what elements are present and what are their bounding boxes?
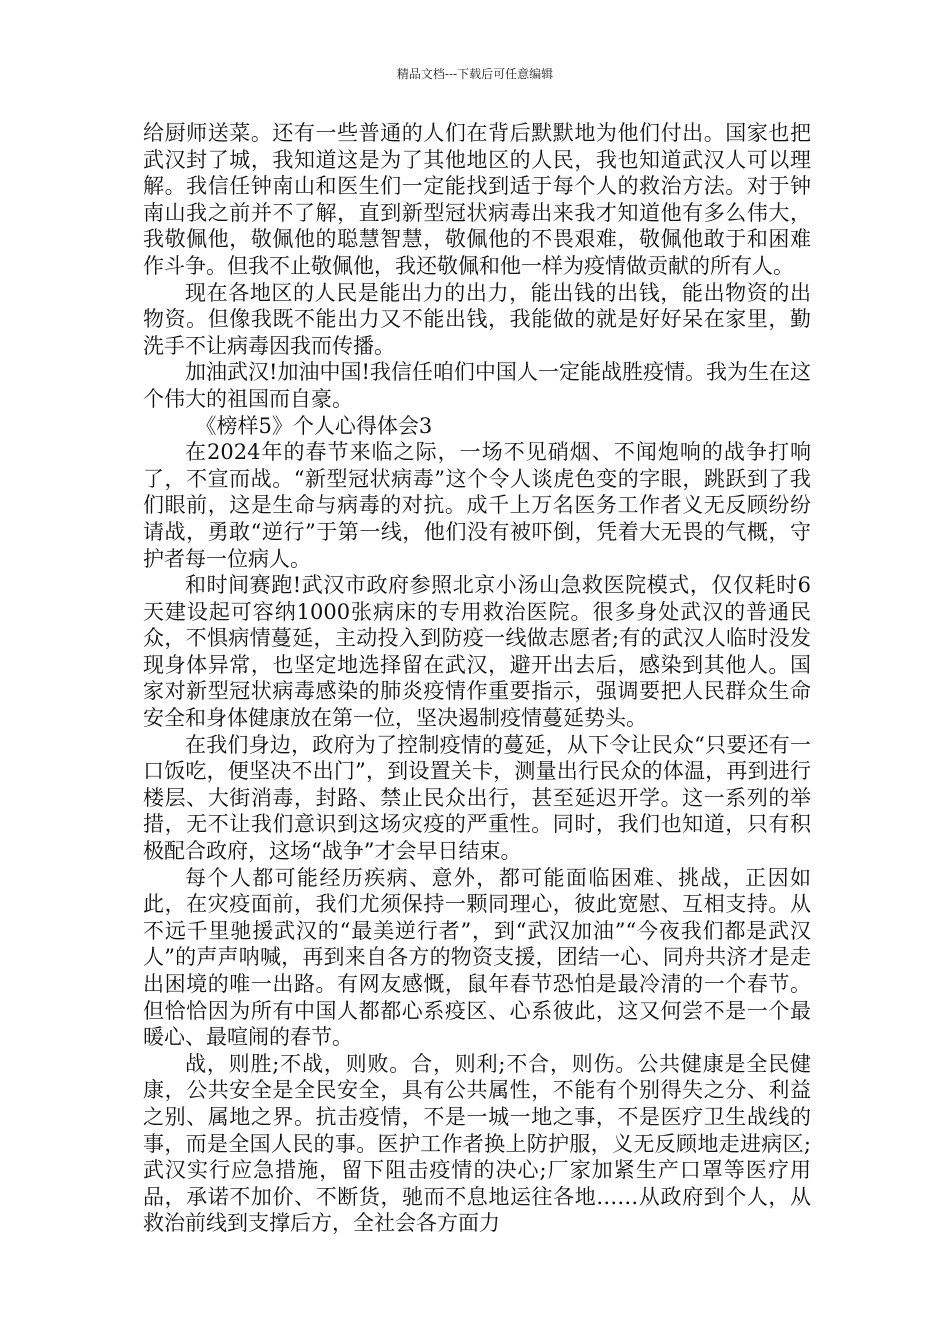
- paragraph-4: 在2024年的春节来临之际，一场不见硝烟、不闻炮响的战争打响了，不宣而战。“新型冠状病毒”这个令人谈虎色变的字眼，跳跃到了我们眼前，这是生命与病毒的对抗。成千上万名医务工作者义无反顾纷纷请战，勇敢“逆行”于第一线，他们没有被吓倒，凭着大无畏的气概，守护者每一位病人。: [143, 440, 811, 571]
- paragraph-6: 在我们身边，政府为了控制疫情的蔓延，从下令让民众“只要还有一口饭吃，便坚决不出门”，到设置关卡，测量出行民众的体温，再到进行楼层、大街消毒，封路、禁止民众出行，甚至延迟开学。这一系列的举措，无不让我们意识到这场灾疫的严重性。同时，我们也知道，只有积极配合政府，这场“战争”才会早日结束。: [143, 732, 811, 864]
- page-header: 精品文档---下载后可任意编辑: [396, 67, 554, 81]
- paragraph-3: 加油武汉!加油中国!我信任咱们中国人一定能战胜疫情。我为生在这个伟大的祖国而自豪。: [143, 360, 811, 411]
- document-body: [143, 120, 811, 1237]
- paragraph-1: 给厨师送菜。还有一些普通的人们在背后默默地为他们付出。国家也把武汉封了城，我知道这是为了其他地区的人民，我也知道武汉人可以理解。我信任钟南山和医生们一定能找到适于每个人的救治方法。对于钟南山我之前并不了解，直到新型冠状病毒出来我才知道他有多么伟大，我敬佩他，敬佩他的聪慧智慧，敬佩他的不畏艰难，敬佩他敢于和困难作斗争。但我不止敬佩他，我还敬佩和他一样为疫情做贡献的所有人。: [143, 121, 811, 278]
- section-subtitle: 《榜样5》个人心得体会3: [195, 413, 433, 438]
- paragraph-5: 和时间赛跑!武汉市政府参照北京小汤山急救医院模式，仅仅耗时6天建设起可容纳1000张病床的专用救治医院。很多身处武汉的普通民众，不惧病情蔓延，主动投入到防疫一线做志愿者;有的武汉人临时没发现身体异常，也坚定地选择留在武汉，避开出去后，感染到其他人。国家对新型冠状病毒感染的肺炎疫情作重要指示，强调要把人民群众生命安全和身体健康放在第一位，坚决遏制疫情蔓延势头。: [143, 573, 811, 731]
- paragraph-2: 现在各地区的人民是能出力的出力，能出钱的出钱，能出物资的出物资。但像我既不能出力又不能出钱，我能做的就是好好呆在家里，勤洗手不让病毒因我而传播。: [143, 280, 811, 358]
- paragraph-7: 每个人都可能经历疾病、意外，都可能面临困难、挑战，正因如此，在灾疫面前，我们尤须保持一颗同理心，彼此宽慰、互相支持。从不远千里驰援武汉的“最美逆行者”，到“武汉加油”“今夜我们都是武汉人”的声声呐喊，再到来自各方的物资支援，团结一心、同舟共济才是走出困境的唯一出路。有网友感慨，鼠年春节恐怕是最冷清的一个春节。但恰恰因为所有中国人都都心系疫区、心系彼此，这又何尝不是一个最暖心、最喧闹的春节。: [143, 865, 811, 1050]
- paragraph-8: 战，则胜;不战，则败。合，则利;不合，则伤。公共健康是全民健康，公共安全是全民安全，具有公共属性，不能有个别得失之分、利益之别、属地之界。抗击疫情，不是一城一地之事，不是医疗卫生战线的事，而是全国人民的事。医护工作者换上防护服，义无反顾地走进病区;武汉实行应急措施，留下阻击疫情的决心;厂家加紧生产口罩等医疗用品，承诺不加价、不断货，驰而不息地运往各地……从政府到个人，从救治前线到支撑后方，全社会各方面力: [143, 1051, 811, 1236]
